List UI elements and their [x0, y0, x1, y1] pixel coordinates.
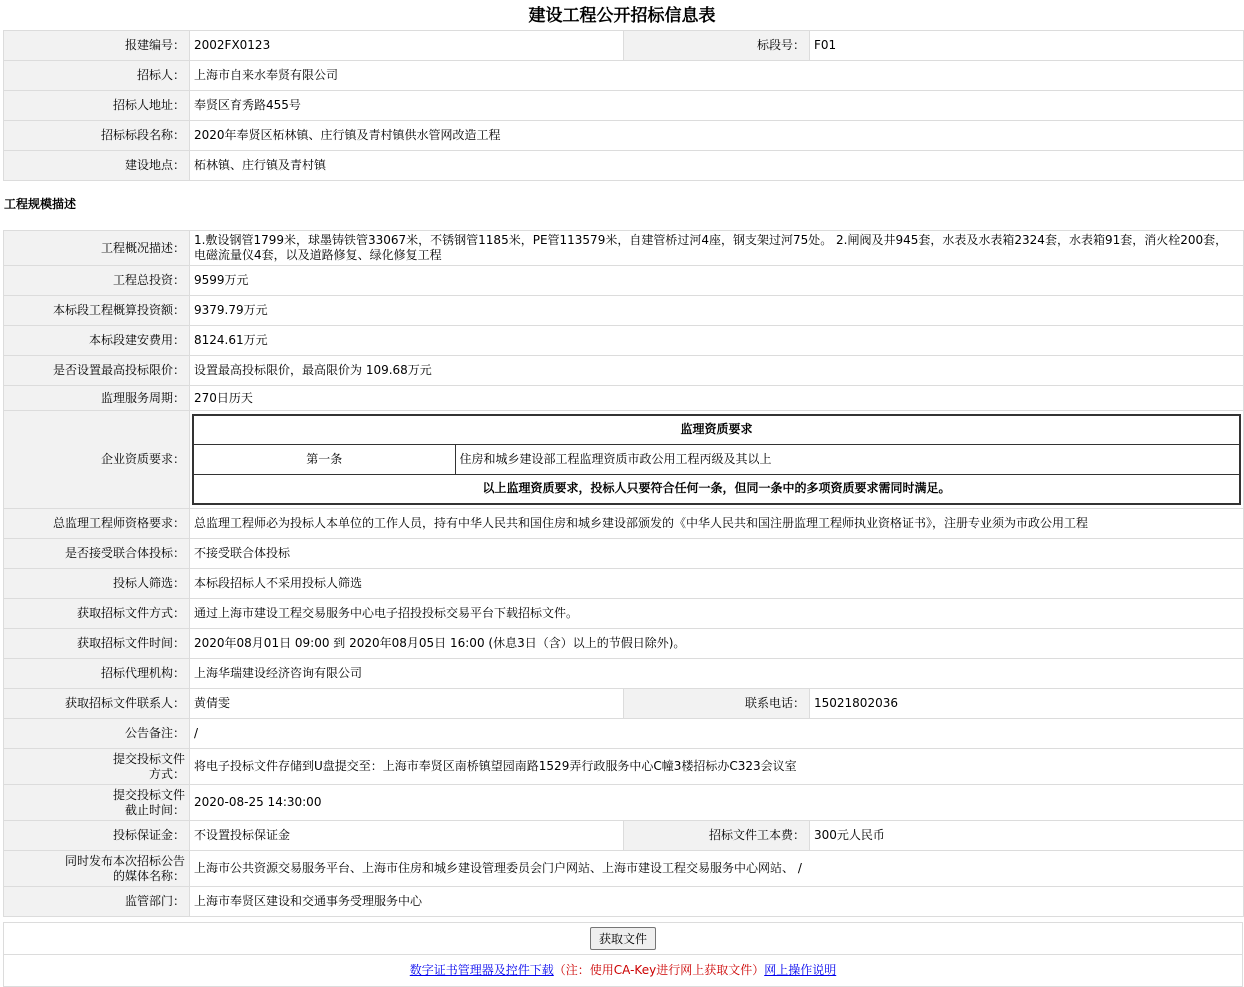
remark-value: / [190, 719, 1244, 749]
contact-label: 获取招标文件联系人： [4, 689, 190, 719]
qualification-cell [190, 411, 1244, 509]
chief-engineer-value: 总监理工程师必为投标人本单位的工作人员，持有中华人民共和国住房和城乡建设部颁发的《中华人民共和国注册监理工程师执业资格证书》，注册专业须为市政公用工程 [190, 509, 1244, 539]
install-cost-label: 本标段建安费用： [4, 326, 190, 356]
qualification-header: 监理资质要求 [193, 415, 1240, 444]
basic-info-table [3, 30, 1244, 181]
service-period-label: 监理服务周期： [4, 386, 190, 411]
section-invest-value: 9379.79万元 [190, 296, 1244, 326]
screening-label: 投标人筛选： [4, 569, 190, 599]
consortium-value: 不接受联合体投标 [190, 539, 1244, 569]
qualification-table [192, 414, 1241, 505]
action-table [3, 922, 1243, 987]
doc-time-label: 获取招标文件时间： [4, 629, 190, 659]
location-value: 柘林镇、庄行镇及青村镇 [190, 151, 1244, 181]
agency-value: 上海华瑞建设经济咨询有限公司 [190, 659, 1244, 689]
get-file-button[interactable]: 获取文件 [590, 927, 656, 950]
scale-section-title: 工程规模描述 [4, 197, 77, 211]
doc-method-label: 获取招标文件方式： [4, 599, 190, 629]
max-price-value: 设置最高投标限价，最高限价为 109.68万元 [190, 356, 1244, 386]
phone-label: 联系电话： [624, 689, 810, 719]
section-no-label: 标段号： [624, 31, 810, 61]
doc-fee-label: 招标文件工本费： [624, 821, 810, 851]
bond-label: 投标保证金： [4, 821, 190, 851]
supervisor-label: 监管部门： [4, 887, 190, 917]
total-invest-value: 9599万元 [190, 266, 1244, 296]
links-cell [4, 955, 1243, 987]
overview-label: 工程概况描述： [4, 231, 190, 266]
doc-fee-value: 300元人民币 [810, 821, 1244, 851]
phone-value: 15021802036 [810, 689, 1244, 719]
media-label: 同时发布本次招标公告的媒体名称： [4, 851, 190, 887]
section-name-value: 2020年奉贤区柘林镇、庄行镇及青村镇供水管网改造工程 [190, 121, 1244, 151]
section-name-label: 招标标段名称： [4, 121, 190, 151]
submit-method-value: 将电子投标文件存储到U盘提交至：上海市奉贤区南桥镇望园南路1529弄行政服务中心C幢3楼招标办C323会议室 [190, 749, 1244, 785]
qualification-footer: 以上监理资质要求，投标人只要符合任何一条，但同一条中的多项资质要求需同时满足。 [193, 474, 1240, 504]
chief-engineer-label: 总监理工程师资格要求： [4, 509, 190, 539]
guide-link[interactable]: 网上操作说明 [764, 963, 837, 977]
tenderer-value: 上海市自来水奉贤有限公司 [190, 61, 1244, 91]
remark-label: 公告备注： [4, 719, 190, 749]
button-cell [4, 923, 1243, 955]
overview-value: 1.敷设钢管1799米，球墨铸铁管33067米，不锈钢管1185米，PE管113579米，自建管桥过河4座，钢支架过河75处。 2.闸阀及井945套，水表及水表箱2324套，水表箱91套，消火栓200套，电磁流量仪4套，以及道路修复、绿化修复工程 [190, 231, 1244, 266]
submit-method-label: 提交投标文件方式： [4, 749, 190, 785]
tenderer-address-label: 招标人地址： [4, 91, 190, 121]
deadline-value: 2020-08-25 14:30:00 [190, 785, 1244, 821]
supervisor-value: 上海市奉贤区建设和交通事务受理服务中心 [190, 887, 1244, 917]
max-price-label: 是否设置最高投标限价： [4, 356, 190, 386]
cert-download-link[interactable]: 数字证书管理器及控件下载 [409, 963, 554, 977]
page-title: 建设工程公开招标信息表 [528, 6, 716, 26]
qualification-item-no: 第一条 [193, 444, 455, 474]
total-invest-label: 工程总投资： [4, 266, 190, 296]
doc-method-value: 通过上海市建设工程交易服务中心电子招投投标交易平台下载招标文件。 [190, 599, 1244, 629]
install-cost-value: 8124.61万元 [190, 326, 1244, 356]
scale-table [3, 230, 1244, 917]
ca-key-note: （注：使用CA-Key进行网上获取文件） [553, 963, 765, 977]
consortium-label: 是否接受联合体投标： [4, 539, 190, 569]
bond-value: 不设置投标保证金 [190, 821, 624, 851]
agency-label: 招标代理机构： [4, 659, 190, 689]
media-value: 上海市公共资源交易服务平台、上海市住房和城乡建设管理委员会门户网站、上海市建设工程交易服务中心网站、 / [190, 851, 1244, 887]
service-period-value: 270日历天 [190, 386, 1244, 411]
deadline-label: 提交投标文件截止时间： [4, 785, 190, 821]
section-no-value: F01 [810, 31, 1244, 61]
qualification-item-text: 住房和城乡建设部工程监理资质市政公用工程丙级及其以上 [455, 444, 1240, 474]
tenderer-address-value: 奉贤区育秀路455号 [190, 91, 1244, 121]
section-invest-label: 本标段工程概算投资额： [4, 296, 190, 326]
filing-no-value: 2002FX0123 [190, 31, 624, 61]
filing-no-label: 报建编号： [4, 31, 190, 61]
screening-value: 本标段招标人不采用投标人筛选 [190, 569, 1244, 599]
location-label: 建设地点： [4, 151, 190, 181]
contact-value: 黄倩雯 [190, 689, 624, 719]
doc-time-value: 2020年08月01日 09:00 到 2020年08月05日 16:00 (休息3日（含）以上的节假日除外)。 [190, 629, 1244, 659]
tenderer-label: 招标人： [4, 61, 190, 91]
qualification-label: 企业资质要求： [4, 411, 190, 509]
